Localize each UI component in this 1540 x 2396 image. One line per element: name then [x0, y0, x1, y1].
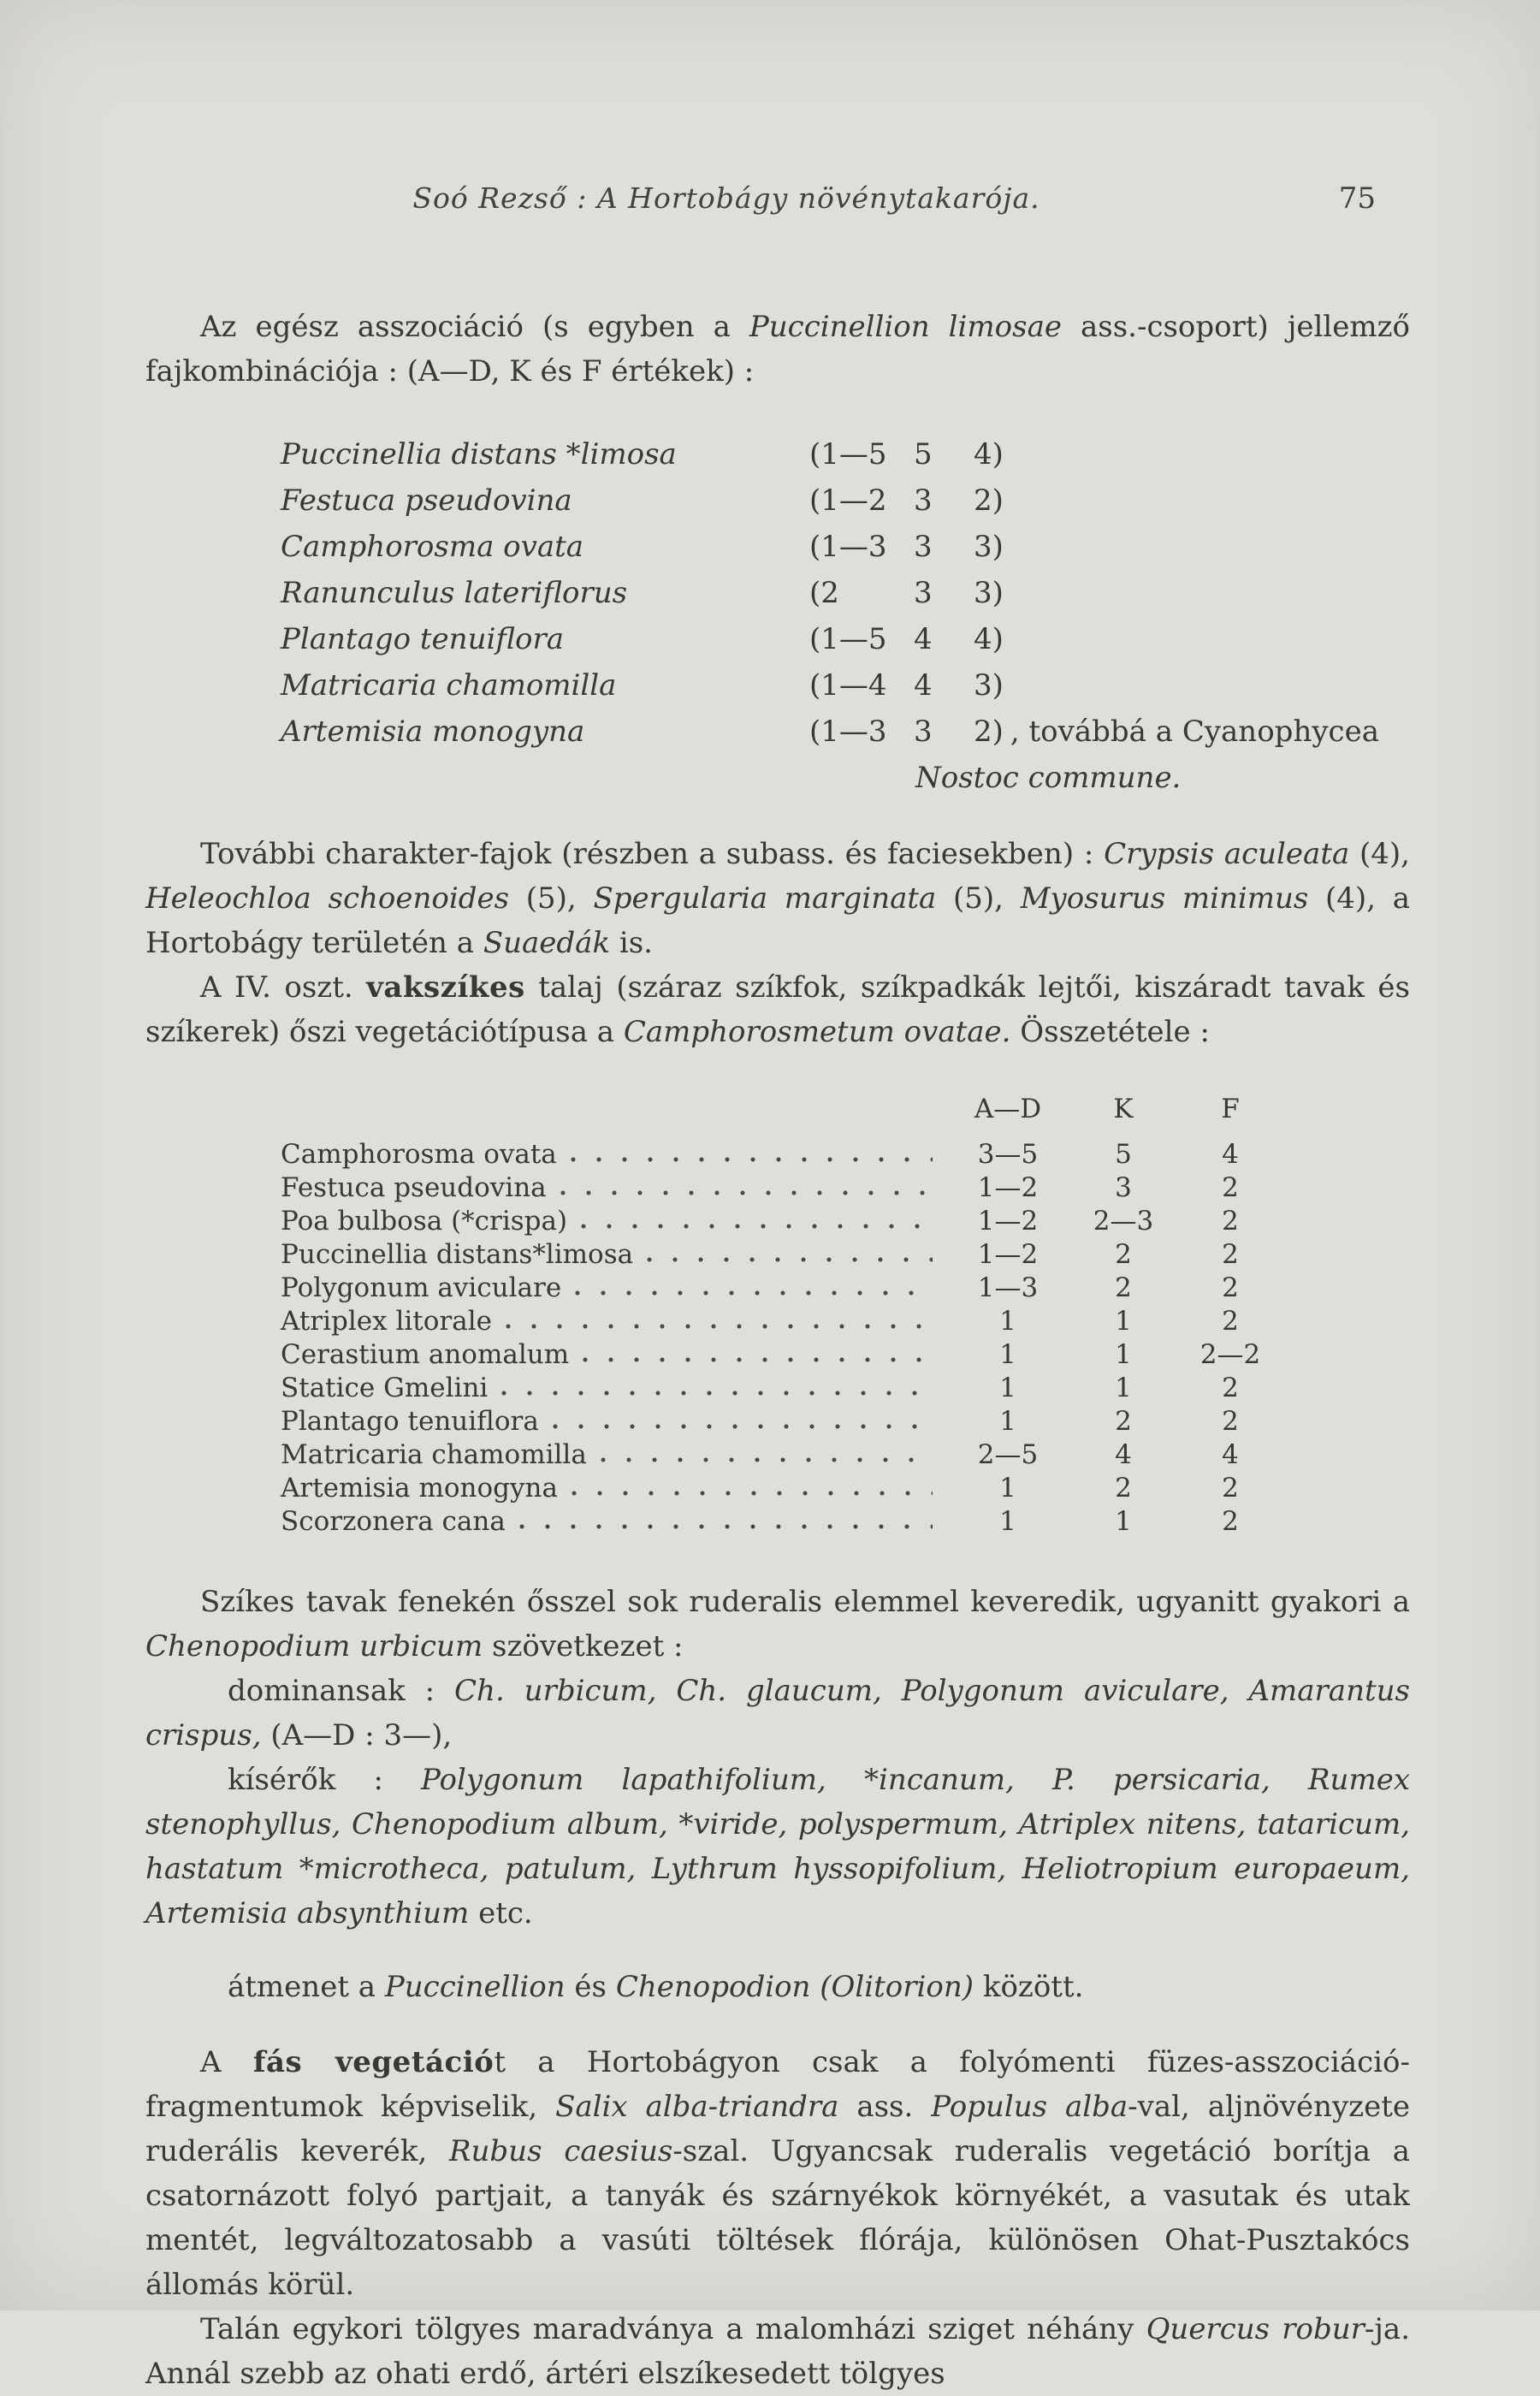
text-segment: Crypsis aculeata: [1104, 837, 1350, 871]
text-segment: átmenet a: [228, 1970, 385, 2004]
text-segment: között.: [974, 1970, 1084, 2004]
table-species-name: Puccinellia distans*limosa: [281, 1239, 634, 1270]
table-cell: 1—2: [977, 1206, 1039, 1237]
dot-leader: [501, 1391, 933, 1396]
table-column-header: F: [1221, 1094, 1240, 1124]
table-cell: 5: [1115, 1139, 1132, 1170]
table-cell: 2: [1222, 1373, 1239, 1403]
dot-leader: [647, 1257, 933, 1262]
dot-leader: [572, 1491, 933, 1496]
text-segment: Quercus robur: [1146, 2312, 1365, 2346]
text-segment: Összetétele :: [1010, 1015, 1210, 1049]
text-segment: dominansak :: [228, 1674, 455, 1708]
table-cell: 1: [1115, 1373, 1132, 1403]
table-species-name: Plantago tenuiflora: [281, 1406, 539, 1437]
dot-leader: [506, 1324, 933, 1329]
table-row: [281, 1405, 1282, 1438]
table-species-name: Festuca pseudovina: [281, 1172, 547, 1203]
dot-leader: [553, 1424, 933, 1429]
dot-leader: [575, 1290, 933, 1296]
value-f: 2): [974, 715, 1004, 749]
text-segment: Ch. urbicum, Ch. glaucum, Polygonum aviculare, Amarantus crispus,: [145, 1674, 1410, 1753]
species-row: [145, 431, 1410, 477]
text-segment: vakszíkes: [366, 970, 525, 1005]
species-name: Matricaria chamomilla: [281, 668, 617, 703]
value-k: 3: [914, 576, 933, 610]
text-segment: A: [200, 2045, 253, 2079]
text-segment: Rubus caesius: [448, 2134, 673, 2168]
species-row: [145, 616, 1410, 662]
species-name: Plantago tenuiflora: [281, 622, 565, 656]
text-segment: t a Hortobágyon csak a folyómenti füzes-asszociáció-fragmentumok képviselik,: [145, 2045, 1410, 2124]
dot-leader: [581, 1224, 933, 1229]
table-row: [281, 1272, 1282, 1305]
table-species-name: Atriplex litorale: [281, 1306, 492, 1337]
species-name: Festuca pseudovina: [281, 483, 572, 518]
text-segment: szövetkezet :: [483, 1629, 684, 1664]
value-ad: (1—5: [809, 437, 887, 471]
paragraph-fas-vegetacio: [145, 2040, 1410, 2307]
table-species-name: Polygonum aviculare: [281, 1272, 562, 1303]
text-segment: (5),: [509, 881, 594, 916]
page-number: 75: [1338, 181, 1376, 216]
table-cell: 2: [1222, 1473, 1239, 1503]
table-cell: 1: [999, 1406, 1016, 1437]
value-k: 3: [914, 483, 933, 518]
table-row: [281, 1138, 1282, 1171]
table-cell: 2—3: [1093, 1206, 1154, 1237]
value-k: 5: [914, 437, 933, 471]
dot-leader: [583, 1357, 933, 1362]
dot-leader: [571, 1157, 933, 1162]
text-segment: etc.: [469, 1896, 533, 1930]
text-segment: -szal. Ugyancsak ruderalis vegetáció borítja a csatornázott folyó partjait, a tanyák és szárnyékok környékét, a vasutak és utak mentét, legváltozatosabb a vasúti töltések flórája, különösen Ohat-Pusztakócs állomás körül.: [145, 2134, 1410, 2302]
text-segment: talaj (száraz szíkfok, szíkpadkák lejtői, kiszáradt tavak és szíkerek) őszi vegetációtípusa a: [145, 970, 1410, 1049]
value-f: 3): [974, 668, 1004, 703]
text-segment: kísérők :: [228, 1763, 422, 1797]
value-f: 4): [974, 437, 1004, 471]
text-segment: További charakter-fajok (részben a subass. és faciesekben) :: [200, 837, 1105, 871]
table-header-spacer: [281, 1090, 948, 1128]
table-cell: 1: [1115, 1306, 1132, 1337]
table-cell: 2: [1222, 1239, 1239, 1270]
table-header-row: [281, 1090, 1282, 1128]
text-segment: Salix alba-triandra: [555, 2090, 839, 2124]
table-species-name: Poa bulbosa (*crispa): [281, 1206, 568, 1237]
dot-leader: [519, 1524, 933, 1529]
paragraph-szikes-tavak: [145, 1580, 1410, 1669]
table-cell: 4: [1115, 1439, 1132, 1470]
text-segment: (4), a Hortobágy területén a: [145, 881, 1410, 960]
text-segment: Talán egykori tölgyes maradványa a malomházi sziget néhány: [200, 2312, 1146, 2346]
value-ad: (1—4: [809, 668, 887, 703]
table-cell: 2: [1115, 1239, 1132, 1270]
species-name: Ranunculus lateriflorus: [281, 576, 628, 610]
table-species-name: Artemisia monogyna: [281, 1473, 558, 1503]
table-cell: 3: [1115, 1172, 1132, 1203]
text-segment: Puccinellion: [384, 1970, 566, 2004]
text-segment: (A—D : 3—),: [261, 1718, 453, 1753]
table-cell: 1: [999, 1339, 1016, 1370]
species-name: Camphorosma ovata: [281, 530, 584, 564]
table-cell: 1—2: [977, 1172, 1039, 1203]
value-k: 4: [914, 622, 933, 656]
header-title: Soó Rezső : A Hortobágy növénytakarója.: [412, 181, 1040, 215]
table-cell: 1: [1115, 1339, 1132, 1370]
paragraph-dominansak: [145, 1669, 1410, 1758]
table-row: [281, 1238, 1282, 1272]
table-row: [281, 1505, 1282, 1539]
table-cell: 2: [1222, 1306, 1239, 1337]
table-row: [281, 1305, 1282, 1338]
table-cell: 2—2: [1199, 1339, 1261, 1370]
table-cell: 2: [1115, 1406, 1132, 1437]
table-column-header: K: [1113, 1094, 1134, 1124]
value-k: 3: [914, 530, 933, 564]
table-row: [281, 1205, 1282, 1238]
value-ad: (1—2: [809, 483, 887, 518]
text-segment: -ja. Annál szebb az ohati erdő, ártéri elszíkesedett tölgyes: [145, 2312, 1411, 2391]
row-suffix: , továbbá a Cyanophycea: [1010, 715, 1379, 749]
value-f: 4): [974, 622, 1004, 656]
table-species-name: Statice Gmelini: [281, 1373, 489, 1403]
value-ad: (1—5: [809, 622, 887, 656]
text-segment: Heleochloa schoenoides: [145, 881, 510, 916]
table-cell: 2: [1222, 1206, 1239, 1237]
text-segment: ass.: [838, 2090, 932, 2124]
species-list: [145, 431, 1410, 755]
text-segment: Myosurus minimus: [1020, 881, 1309, 916]
value-f: 3): [974, 530, 1004, 564]
table-cell: 1: [999, 1506, 1016, 1537]
value-ad: (1—3: [809, 715, 887, 749]
table-cell: 4: [1222, 1439, 1239, 1470]
text-segment: -val, aljnövényzete ruderális keverék,: [145, 2090, 1410, 2168]
value-k: 3: [914, 715, 933, 749]
species-name: Puccinellia distans *limosa: [281, 437, 677, 471]
table-cell: 2: [1222, 1406, 1239, 1437]
text-segment: Az egész asszociáció (s egyben a: [200, 310, 749, 344]
table-row: [281, 1171, 1282, 1205]
species-row: [145, 524, 1410, 570]
text-segment: Polygonum lapathifolium, *incanum, P. persicaria, Rumex stenophyllus, Chenopodium album, *viride, polyspermum, Atriplex nitens, tataricum, hastatum *microtheca, patulum, Lythrum hyssopifolium, Heliotropium europaeum, Artemisia absynthium: [145, 1763, 1410, 1930]
table-species-name: Matricaria chamomilla: [281, 1439, 587, 1470]
text-segment: (5),: [936, 881, 1021, 916]
species-name: Artemisia monogyna: [281, 715, 585, 749]
species-row: [145, 570, 1410, 616]
composition-table: [281, 1090, 1282, 1539]
value-f: 2): [974, 483, 1004, 518]
value-f: 3): [974, 576, 1004, 610]
table-species-name: Camphorosma ovata: [281, 1139, 557, 1170]
table-cell: 1: [1115, 1506, 1132, 1537]
text-segment: ass.-csoport) jellemző fajkombinációja : (A—D, K és F értékek) :: [145, 310, 1410, 388]
text-segment: (4),: [1349, 837, 1410, 871]
paragraph-vakszikes: [145, 965, 1410, 1054]
table-species-name: Cerastium anomalum: [281, 1339, 570, 1370]
table-row: [281, 1372, 1282, 1405]
table-cell: 1: [999, 1306, 1016, 1337]
dot-leader: [601, 1457, 933, 1462]
table-cell: 2: [1115, 1473, 1132, 1503]
paragraph-kiserok: [145, 1758, 1410, 1936]
table-row: [281, 1472, 1282, 1505]
text-segment: Chenopodion (Olitorion): [615, 1970, 974, 2004]
text-segment: Puccinellion limosae: [749, 310, 1062, 344]
text-column: [145, 0, 1410, 2396]
table-cell: 2: [1222, 1272, 1239, 1303]
table-cell: 2: [1115, 1272, 1132, 1303]
text-segment: Populus alba: [931, 2090, 1128, 2124]
paragraph-charakter-fajok: [145, 832, 1410, 965]
table-species-name: Scorzonera cana: [281, 1506, 506, 1537]
table-column-header: A—D: [974, 1094, 1042, 1124]
table-cell: 2: [1222, 1172, 1239, 1203]
dot-leader: [560, 1190, 933, 1195]
table-cell: 1—3: [977, 1272, 1039, 1303]
text-segment: A IV. oszt.: [200, 970, 367, 1005]
value-k: 4: [914, 668, 933, 703]
table-cell: 3—5: [977, 1139, 1039, 1170]
text-segment: Chenopodium urbicum: [145, 1629, 483, 1664]
paragraph-atmenet: [145, 1965, 1410, 2009]
species-row: [145, 662, 1410, 709]
text-segment: Spergularia marginata: [593, 881, 937, 916]
species-row: [145, 477, 1410, 524]
text-segment: is.: [610, 926, 653, 960]
species-note: Nostoc commune.: [915, 761, 1182, 795]
table-cell: 2: [1222, 1506, 1239, 1537]
table-cell: 1: [999, 1373, 1016, 1403]
table-cell: 2—5: [977, 1439, 1039, 1470]
table-cell: 1: [999, 1473, 1016, 1503]
text-segment: Szíkes tavak fenekén ősszel sok ruderalis elemmel keveredik, ugyanitt gyakori a: [200, 1585, 1410, 1619]
value-ad: (2: [809, 576, 839, 610]
text-segment: Camphorosmetum ovatae.: [623, 1015, 1011, 1049]
table-row: [281, 1338, 1282, 1372]
paragraph-intro: [145, 305, 1410, 394]
text-segment: és: [565, 1970, 616, 2004]
value-ad: (1—3: [809, 530, 887, 564]
text-segment: Suaedák: [483, 926, 611, 960]
table-cell: 4: [1222, 1139, 1239, 1170]
table-row: [281, 1438, 1282, 1472]
paragraph-talan-tolgyes: [145, 2307, 1410, 2396]
text-segment: fás vegetáció: [252, 2045, 495, 2079]
species-row: [145, 709, 1410, 755]
running-header: [145, 181, 1410, 222]
table-cell: 1—2: [977, 1239, 1039, 1270]
